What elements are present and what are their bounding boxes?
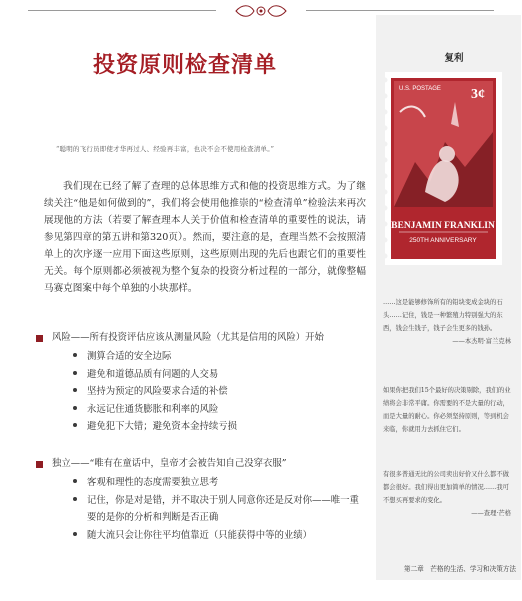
patience-quote [383,384,511,436]
dot-bullet-icon [73,348,87,366]
header-ornament-icon [232,2,290,20]
munger-quote-attribution: ——查理·芒格 [471,510,511,517]
list-item: 避免和道德品质有问题的人交易 [73,366,366,384]
franklin-quote-text: ……这是能够修饰所有的铅块变成金块的石头……记住，钱是一种繁殖力特别强大的东西，钱会生钱子，钱子会生更多的钱孙。 [383,299,503,332]
munger-quote [383,468,511,520]
list-item: 坚持为预定的风险要求合适的补偿 [73,383,366,401]
independence-heading [36,456,366,472]
risk-heading-text: 风险——所有投资评估应该从测量风险（尤其是信用的风险）开始 [52,332,324,343]
epigraph: “聪明的飞行员即使才华再过人、经验再丰富，也决不会不使用检查清单。” [56,145,275,153]
independence-section [36,456,366,544]
header-rule-left [28,10,216,11]
list-item: 永远记住通货膨胀和利率的风险 [73,401,366,419]
list-item: 测算合适的安全边际 [73,348,366,366]
dot-bullet-icon [73,401,87,419]
list-item: 记住，你是对是错，并不取决于别人同意你还是反对你——唯一重要的是你的分析和判断是否正确 [73,492,366,527]
independence-list [73,474,366,544]
franklin-quote-attribution: ——本杰明·富兰克林 [452,338,511,345]
dot-bullet-icon [73,492,87,527]
risk-section [36,330,366,436]
body-paragraph-text: 我们现在已经了解了查理的总体思维方式和他的投资思维方式。为了继续关注“他是如何做到的”，我们将会使用他推崇的“检查清单”检验法来再次展现他的方法（若要了解查理本人关于价值和检查清单的重要性的说法，请参见第四章的第五讲和第320页）。然而，要注意的是，查理当然不会按照清单上的次序逐一应用下面这些原则，这些原则出现的先后也跟它们的重要性无关。每个原则都必须被视为整个复杂的投资分析过程的一部分，就像整幅马赛克图案中每个单独的小块那样。 [44,181,366,294]
square-bullet-icon [36,335,43,342]
franklin-quote [383,296,511,348]
independence-heading-text: 独立——“唯有在童话中，皇帝才会被告知自己没穿衣服” [52,458,287,469]
stamp-value: 3¢ [471,87,485,102]
page-title: 投资原则检查清单 [92,52,277,78]
dot-bullet-icon [73,383,87,401]
franklin-stamp-image [385,72,502,265]
list-item: 客观和理性的态度需要独立思考 [73,474,366,492]
dot-bullet-icon [73,366,87,384]
dot-bullet-icon [73,474,87,492]
munger-quote-text: 有很多普通无比的公司卖出好价又什么都不做都会很好。我们得出更加简单的情况……我可不想买再要求的变化。 [383,471,509,504]
header-rule-right [306,10,494,11]
sidebar-title: 复利 [444,53,464,64]
risk-list [73,348,366,436]
stamp-name: BENJAMIN FRANKLIN [391,221,495,231]
risk-heading [36,330,366,346]
stamp-top-text: U.S. POSTAGE [399,86,441,92]
list-item: 避免犯下大错；避免资本金持续亏损 [73,418,366,436]
dot-bullet-icon [73,418,87,436]
body-paragraph [44,178,366,297]
stamp-subtitle: 250TH ANNIVERSARY [409,237,477,244]
dot-bullet-icon [73,527,87,545]
list-item: 随大流只会让你往平均值靠近（只能获得中等的业绩） [73,527,366,545]
chapter-footer: 第二章 芒格的生活、学习和决策方法 [403,565,516,573]
square-bullet-icon [36,461,43,468]
patience-quote-text: 如果你把我们15个最好的决策剔除，我们的业绩将会非常平庸。你需要的不是大量的行动，而是大量的耐心。你必须坚持原则，等到机会来临，你就用力去抓住它们。 [383,387,511,433]
